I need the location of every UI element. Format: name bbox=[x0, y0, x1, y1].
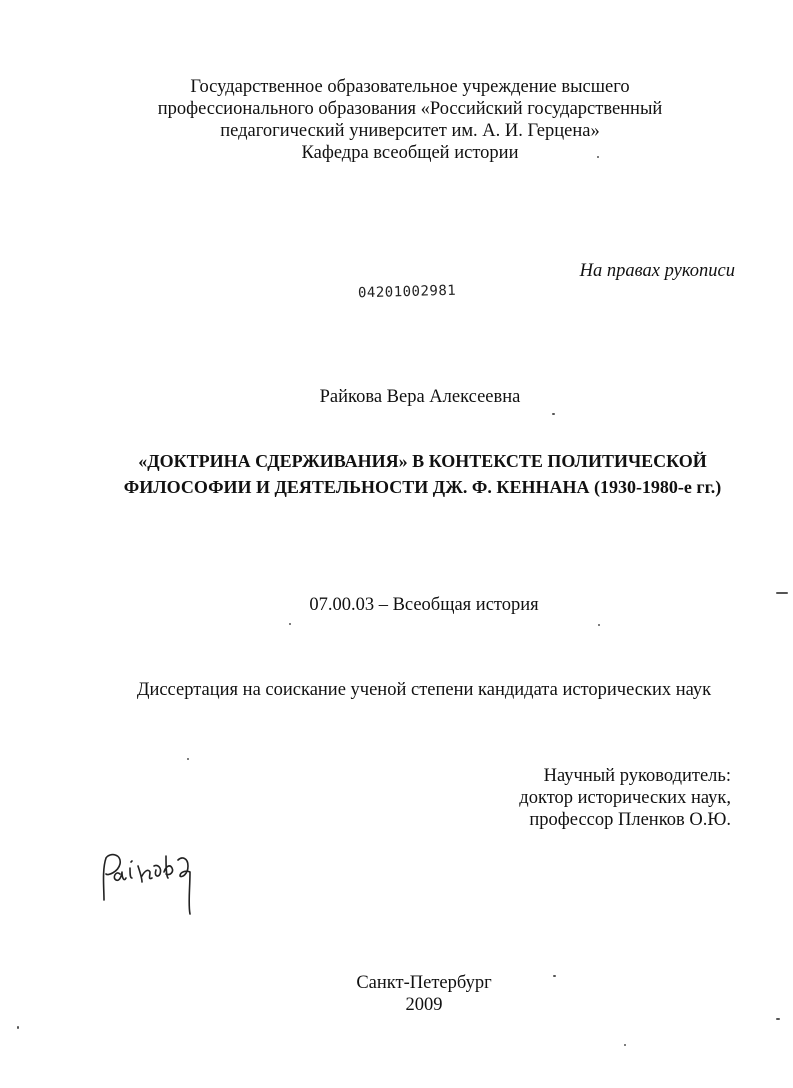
supervisor-name: профессор Пленков О.Ю. bbox=[529, 810, 731, 830]
supervisor-role: Научный руководитель: bbox=[543, 766, 731, 786]
degree-statement: Диссертация на соискание ученой степени кандидата исторических наук bbox=[136, 680, 712, 700]
institution-line-3: педагогический университет им. А. И. Герцена» bbox=[220, 121, 600, 141]
scan-speck bbox=[553, 975, 556, 977]
manuscript-rights-note: На правах рукописи bbox=[579, 261, 735, 281]
institution-line-1: Государственное образовательное учреждение высшего bbox=[190, 77, 630, 97]
institution-line-2: профессионального образования «Российский государственный bbox=[157, 99, 663, 119]
scan-speck bbox=[624, 1044, 626, 1046]
library-stamp-number: 04201002981 bbox=[357, 282, 457, 302]
institution-header bbox=[60, 76, 760, 164]
scan-speck bbox=[289, 623, 291, 625]
dissertation-title bbox=[20, 448, 793, 500]
title-line-1: «ДОКТРИНА СДЕРЖИВАНИЯ» В КОНТЕКСТЕ ПОЛИТИЧЕСКОЙ bbox=[138, 451, 707, 471]
place-and-year bbox=[24, 972, 793, 1016]
author-name: Райкова Вера Алексеевна bbox=[319, 387, 521, 407]
year: 2009 bbox=[405, 995, 443, 1015]
specialty-code: 07.00.03 – Всеобщая история bbox=[309, 595, 539, 615]
city: Санкт-Петербург bbox=[356, 973, 492, 993]
scan-speck bbox=[17, 1026, 19, 1029]
supervisor-degree: доктор исторических наук, bbox=[519, 788, 731, 808]
title-line-2: ФИЛОСОФИИ И ДЕЯТЕЛЬНОСТИ ДЖ. Ф. КЕННАНА (1930-1980-е гг.) bbox=[123, 477, 722, 497]
department-name: Кафедра всеобщей истории bbox=[301, 143, 519, 163]
scan-speck bbox=[598, 624, 600, 626]
scan-speck bbox=[776, 592, 788, 594]
scan-speck bbox=[597, 156, 599, 158]
scan-speck bbox=[552, 413, 555, 415]
scan-speck bbox=[776, 1018, 780, 1020]
supervisor-block bbox=[519, 765, 731, 831]
handwritten-signature bbox=[96, 848, 206, 923]
scan-speck bbox=[187, 758, 189, 760]
